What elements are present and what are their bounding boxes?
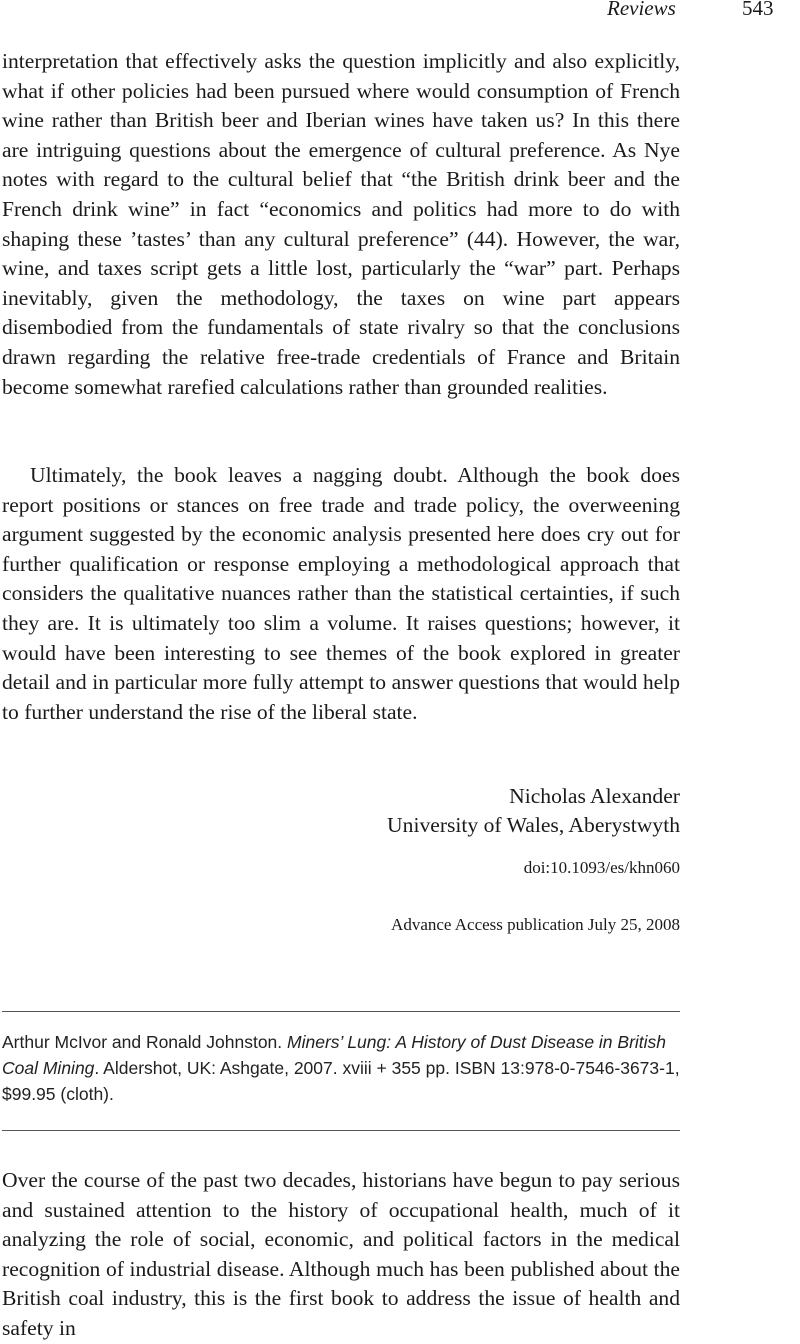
citation-details: . Aldershot, UK: Ashgate, 2007. xviii + 355 pp. ISBN 13:978-0-7546-3673-1, $99.95 (cloth). [2, 1058, 680, 1104]
review-paragraph-opening [2, 1166, 680, 1344]
paragraph-text: Over the course of the past two decades, historians have begun to pay serious and sustained attention to the history of occupational health, much of it analyzing the role of social, economic, and political factors in the medical recognition of industrial disease. Although much has been published about the British coal industry, this is the first book to address the issue of health and safety in [2, 1168, 680, 1340]
publication-note: Advance Access publication July 25, 2008 [391, 915, 680, 934]
running-head [0, 0, 800, 26]
divider [2, 1011, 680, 1012]
doi-link[interactable]: doi:10.1093/es/khn060 [523, 858, 680, 877]
citation-title: Miners’ Lung: A History of Dust Disease in British Coal Mining [2, 1032, 667, 1078]
reviewer-affiliation: University of Wales, Aberystwyth [387, 813, 680, 837]
divider [2, 1130, 680, 1131]
book-citation [2, 1029, 682, 1107]
paragraph-text: interpretation that effectively asks the question implicitly and also explicitly, what if other policies had been pursued where would consumption of French wine rather than British beer and Iberian wines have taken us? In this there are intriguing questions about the emergence of cultural preference. As Nye notes with regard to the cultural belief that “the British drink beer and the French drink wine” in fact “economics and politics had more to do with shaping these ’tastes’ than any cultural preference” (44). However, the war, wine, and taxes script gets a little lost, particularly the “war” part. Perhaps inevitably, given the methodology, the taxes on wine part appears disembodied from the fundamentals of state rivalry so that the conclusions drawn regarding the relative free-trade credentials of France and Britain become somewhat rarefied calculations rather than grounded realities. [2, 49, 680, 399]
review-paragraph-continued [2, 47, 680, 402]
review-paragraph-conclusion [2, 461, 680, 727]
citation-authors: Arthur McIvor and Ronald Johnston. [2, 1032, 283, 1052]
reviewer-name: Nicholas Alexander [509, 784, 680, 808]
paragraph-text: Ultimately, the book leaves a nagging doubt. Although the book does report positions or stances on free trade and trade policy, the overweening argument suggested by the economic analysis presented here does cry out for further qualification or response employing a methodological approach that considers the qualitative nuances rather than the statistical certainties, if such they are. It is ultimately too slim a volume. It raises questions; however, it would have been interesting to see themes of the book explored in greater detail and in particular more fully attempt to answer questions that would help to further understand the rise of the liberal state. [2, 463, 680, 724]
section-title: Reviews [607, 0, 676, 20]
page-number: 543 [742, 0, 774, 20]
